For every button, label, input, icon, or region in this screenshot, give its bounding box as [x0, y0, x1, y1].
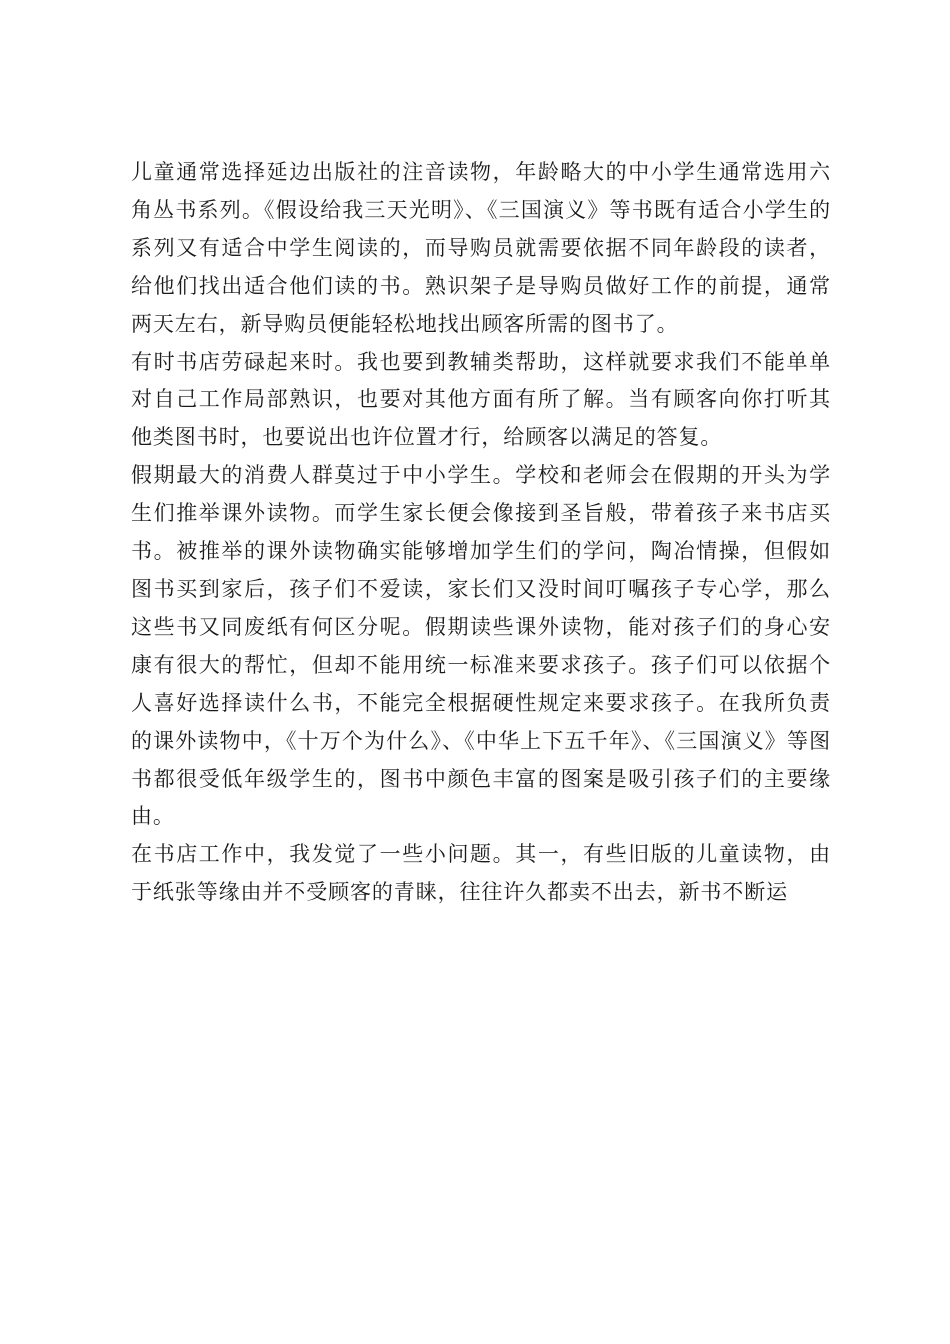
paragraph-3: 假期最大的消费人群莫过于中小学生。学校和老师会在假期的开头为学生们推举课外读物。而学生家长便会像接到圣旨般，带着孩子来书店买书。被推举的课外读物确实能够增加学生们的学问，陶冶情操，但假如图书买到家后，孩子们不爱读，家长们又没时间叮嘱孩子专心学，那么这些书又同废纸有何区分呢。假期读些课外读物，能对孩子们的身心安康有很大的帮忙，但却不能用统一标准来要求孩子。孩子们可以依据个人喜好选择读什么书，不能完全根据硬性规定来要求孩子。在我所负责的课外读物中，《十万个为什么》、《中华上下五千年》、《三国演义》等图书都很受低年级学生的，图书中颜色丰富的图案是吸引孩子们的主要缘由。	[131, 463, 831, 829]
paragraph-4: 在书店工作中，我发觉了一些小问题。其一，有些旧版的儿童读物，由于纸张等缘由并不受顾客的青睐，往往许久都卖不出去，新书不断运	[131, 842, 831, 905]
paragraph-1: 儿童通常选择延边出版社的注音读物，年龄略大的中小学生通常选用六角丛书系列。《假设给我三天光明》、《三国演义》等书既有适合小学生的系列又有适合中学生阅读的，而导购员就需要依据不同年龄段的读者，给他们找出适合他们读的书。熟识架子是导购员做好工作的前提，通常两天左右，新导购员便能轻松地找出顾客所需的图书了。	[131, 160, 831, 336]
body-text	[131, 154, 831, 912]
paragraph-2: 有时书店劳碌起来时。我也要到教辅类帮助，这样就要求我们不能单单对自己工作局部熟识，也要对其他方面有所了解。当有顾客向你打听其他类图书时，也要说出也许位置才行，给顾客以满足的答复。	[131, 349, 831, 450]
